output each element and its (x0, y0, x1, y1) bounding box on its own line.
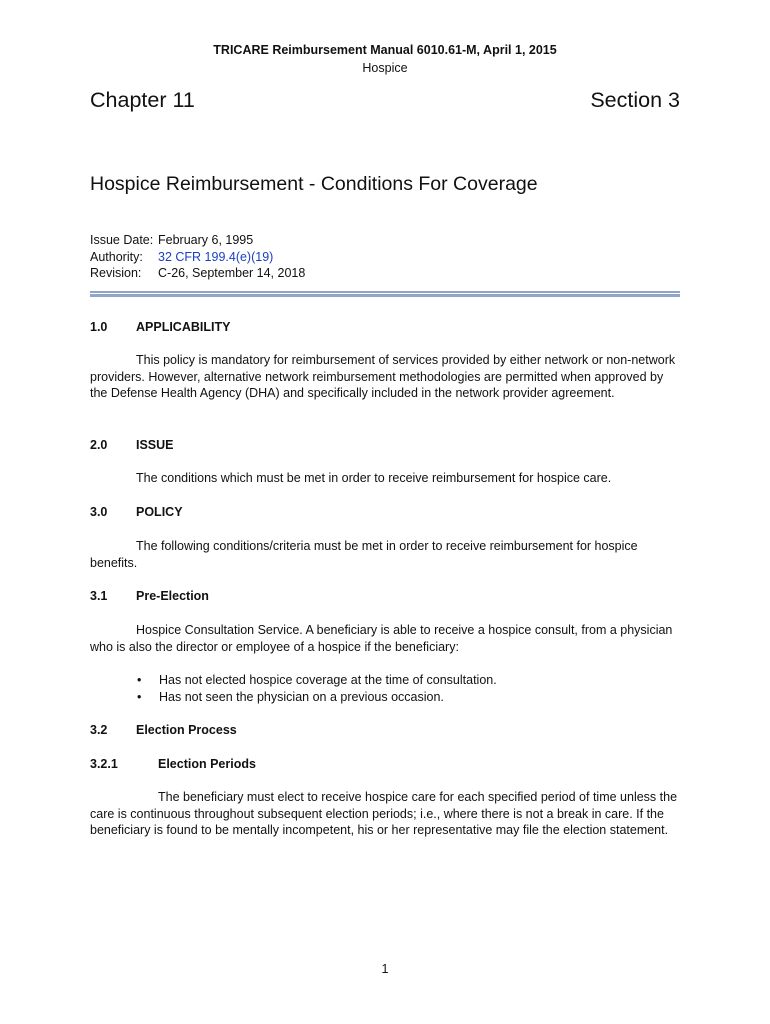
header-divider (90, 291, 680, 297)
authority-row (90, 250, 273, 264)
issue-paragraph: The conditions which must be met in order to receive reimbursement for hospice care. (136, 471, 612, 485)
section-heading-election-process (90, 723, 237, 737)
section-heading-policy (90, 505, 183, 519)
pre-election-paragraph: Hospice Consultation Service. A beneficiary is able to receive a hospice consult, from a physician who is also the director or employee of a hospice if the beneficiary: (90, 623, 673, 654)
section-number: 1.0 (90, 320, 108, 334)
election-periods-paragraph: The beneficiary must elect to receive hospice care for each specified period of time unless the care is continuous throughout subsequent election periods; i.e., where there is not a break in care. If the beneficiary is found to be mentally incompetent, his or her representative may file the election statement. (90, 790, 678, 838)
section-title: POLICY (136, 505, 183, 519)
section-heading-election-periods (90, 757, 256, 771)
authority-label: Authority: (90, 250, 143, 264)
issue-date-row (90, 233, 253, 247)
applicability-paragraph: This policy is mandatory for reimbursement of services provided by either network or non-network providers. However, alternative network reimbursement methodologies are permitted when approved by the Defense Health Agency (DHA) and specifically included in the network provider agreement. (90, 353, 676, 401)
bullet-glyph: • (137, 689, 142, 704)
issue-date-value: February 6, 1995 (158, 233, 254, 247)
section-heading-applicability (90, 320, 230, 334)
page-number: 1 (381, 962, 389, 976)
manual-subtitle: Hospice (362, 61, 408, 75)
section-label: Section 3 (590, 88, 680, 112)
section-number: 3.0 (90, 505, 108, 519)
section-number: 3.1 (90, 589, 108, 603)
section-number: 3.2.1 (90, 757, 118, 771)
issue-date-label: Issue Date: (90, 233, 154, 247)
revision-label: Revision: (90, 266, 142, 280)
list-item: • Has not seen the physician on a previous occasion. (137, 689, 444, 704)
list-item: • Has not elected hospice coverage at the time of consultation. (137, 673, 497, 687)
revision-row (90, 266, 305, 280)
section-title: ISSUE (136, 438, 174, 452)
authority-link[interactable]: 32 CFR 199.4(e)(19) (158, 250, 274, 264)
policy-paragraph: The following conditions/criteria must be met in order to receive reimbursement for hospice benefits. (90, 539, 638, 570)
section-title: Election Process (136, 723, 237, 737)
section-title: Election Periods (158, 757, 256, 771)
section-number: 3.2 (90, 723, 108, 737)
section-title: Pre-Election (136, 589, 209, 603)
document-title: Hospice Reimbursement - Conditions For Coverage (90, 173, 538, 195)
section-heading-pre-election (90, 589, 209, 603)
section-title: APPLICABILITY (136, 320, 231, 334)
section-number: 2.0 (90, 438, 108, 452)
section-heading-issue (90, 438, 174, 452)
chapter-label: Chapter 11 (90, 88, 195, 112)
manual-title: TRICARE Reimbursement Manual 6010.61-M, April 1, 2015 (213, 43, 557, 57)
pre-election-bullet-list (137, 672, 497, 705)
revision-value: C-26, September 14, 2018 (158, 266, 306, 280)
bullet-glyph: • (137, 673, 142, 687)
